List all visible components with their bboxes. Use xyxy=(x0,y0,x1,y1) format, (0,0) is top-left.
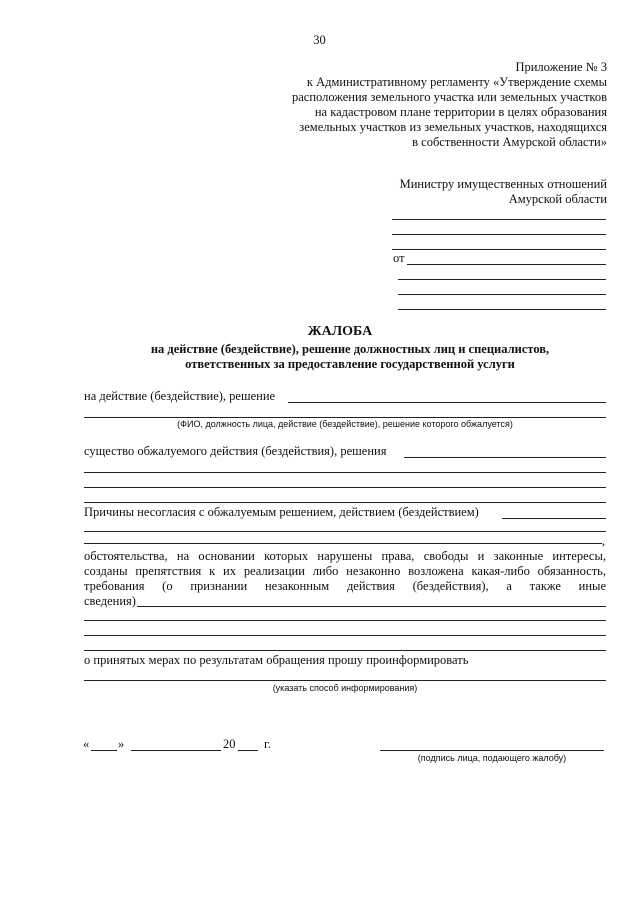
appendix-line: на кадастровом плане территории в целях образования xyxy=(314,105,607,119)
date-year-field[interactable] xyxy=(238,750,258,751)
date-open-quote: « xyxy=(83,737,90,751)
complaint-subtitle-line2: ответственных за предоставление государственной услуги xyxy=(185,357,515,371)
essence-field-line[interactable] xyxy=(84,472,606,473)
date-year-prefix: 20 xyxy=(223,737,236,751)
essence-field-line[interactable] xyxy=(84,502,606,503)
addressee-line1: Министру имущественных отношений xyxy=(399,177,607,191)
circumstances-line1: обстоятельства, на основании которых нарушены права, свободы и законные интересы, xyxy=(84,549,606,563)
essence-field-line[interactable] xyxy=(84,487,606,488)
from-label: от xyxy=(393,251,405,265)
page-number: 30 xyxy=(313,33,326,47)
from-blank-line[interactable] xyxy=(398,309,606,310)
signature-caption: (подпись лица, подающего жалобу) xyxy=(417,753,567,763)
complaint-title: ЖАЛОБА xyxy=(307,324,373,339)
action-field-line[interactable] xyxy=(288,402,606,403)
addressee-blank-line[interactable] xyxy=(392,234,606,235)
action-caption: (ФИО, должность лица, действие (бездействие), решение которого обжалуется) xyxy=(177,419,513,429)
addressee-blank-line[interactable] xyxy=(392,219,606,220)
signature-field-line[interactable] xyxy=(380,750,604,751)
action-field-line[interactable] xyxy=(84,417,606,418)
from-blank-line[interactable] xyxy=(398,294,606,295)
circumstances-field-line[interactable] xyxy=(137,606,606,607)
circumstances-field-line[interactable] xyxy=(84,620,606,621)
circumstances-field-line[interactable] xyxy=(84,635,606,636)
circumstances-line3: требования (о признании незаконным действия (бездействия), а также иные xyxy=(84,579,606,593)
essence-field-line[interactable] xyxy=(404,457,606,458)
circumstances-field-line[interactable] xyxy=(84,650,606,651)
reasons-field-line[interactable] xyxy=(502,518,606,519)
circumstances-line2: созданы препятствия к их реализации либо незаконно возложена какая-либо обязанность, xyxy=(84,564,606,578)
date-month-field[interactable] xyxy=(131,750,221,751)
date-day-field[interactable] xyxy=(91,750,117,751)
appendix-line: расположения земельного участка или земельных участков xyxy=(291,90,607,104)
action-label: на действие (бездействие), решение xyxy=(84,389,276,403)
reasons-field-line[interactable] xyxy=(84,543,602,544)
inform-field-line[interactable] xyxy=(84,680,606,681)
inform-label: о принятых мерах по результатам обращения прошу проинформировать xyxy=(84,653,469,667)
complaint-subtitle-line1: на действие (бездействие), решение должностных лиц и специалистов, xyxy=(150,342,550,356)
appendix-title: Приложение № 3 xyxy=(515,60,607,74)
appendix-line: к Административному регламенту «Утверждение схемы xyxy=(306,75,607,89)
appendix-line: земельных участков из земельных участков, находящихся xyxy=(299,120,607,134)
inform-caption: (указать способ информирования) xyxy=(272,683,418,693)
reasons-label: Причины несогласия с обжалуемым решением, действием (бездействием) xyxy=(84,505,479,519)
from-blank-line[interactable] xyxy=(398,279,606,280)
date-close-quote: » xyxy=(118,737,125,751)
appendix-line: в собственности Амурской области» xyxy=(412,135,607,149)
date-year-suffix: г. xyxy=(264,737,271,751)
reasons-field-line[interactable] xyxy=(84,531,606,532)
addressee-line2: Амурской области xyxy=(508,192,607,206)
reasons-comma: , xyxy=(602,534,606,548)
addressee-blank-line[interactable] xyxy=(392,249,606,250)
circumstances-line4: сведения) xyxy=(84,594,136,608)
from-blank-line[interactable] xyxy=(407,264,606,265)
essence-label: существо обжалуемого действия (бездействия), решения xyxy=(84,444,387,458)
